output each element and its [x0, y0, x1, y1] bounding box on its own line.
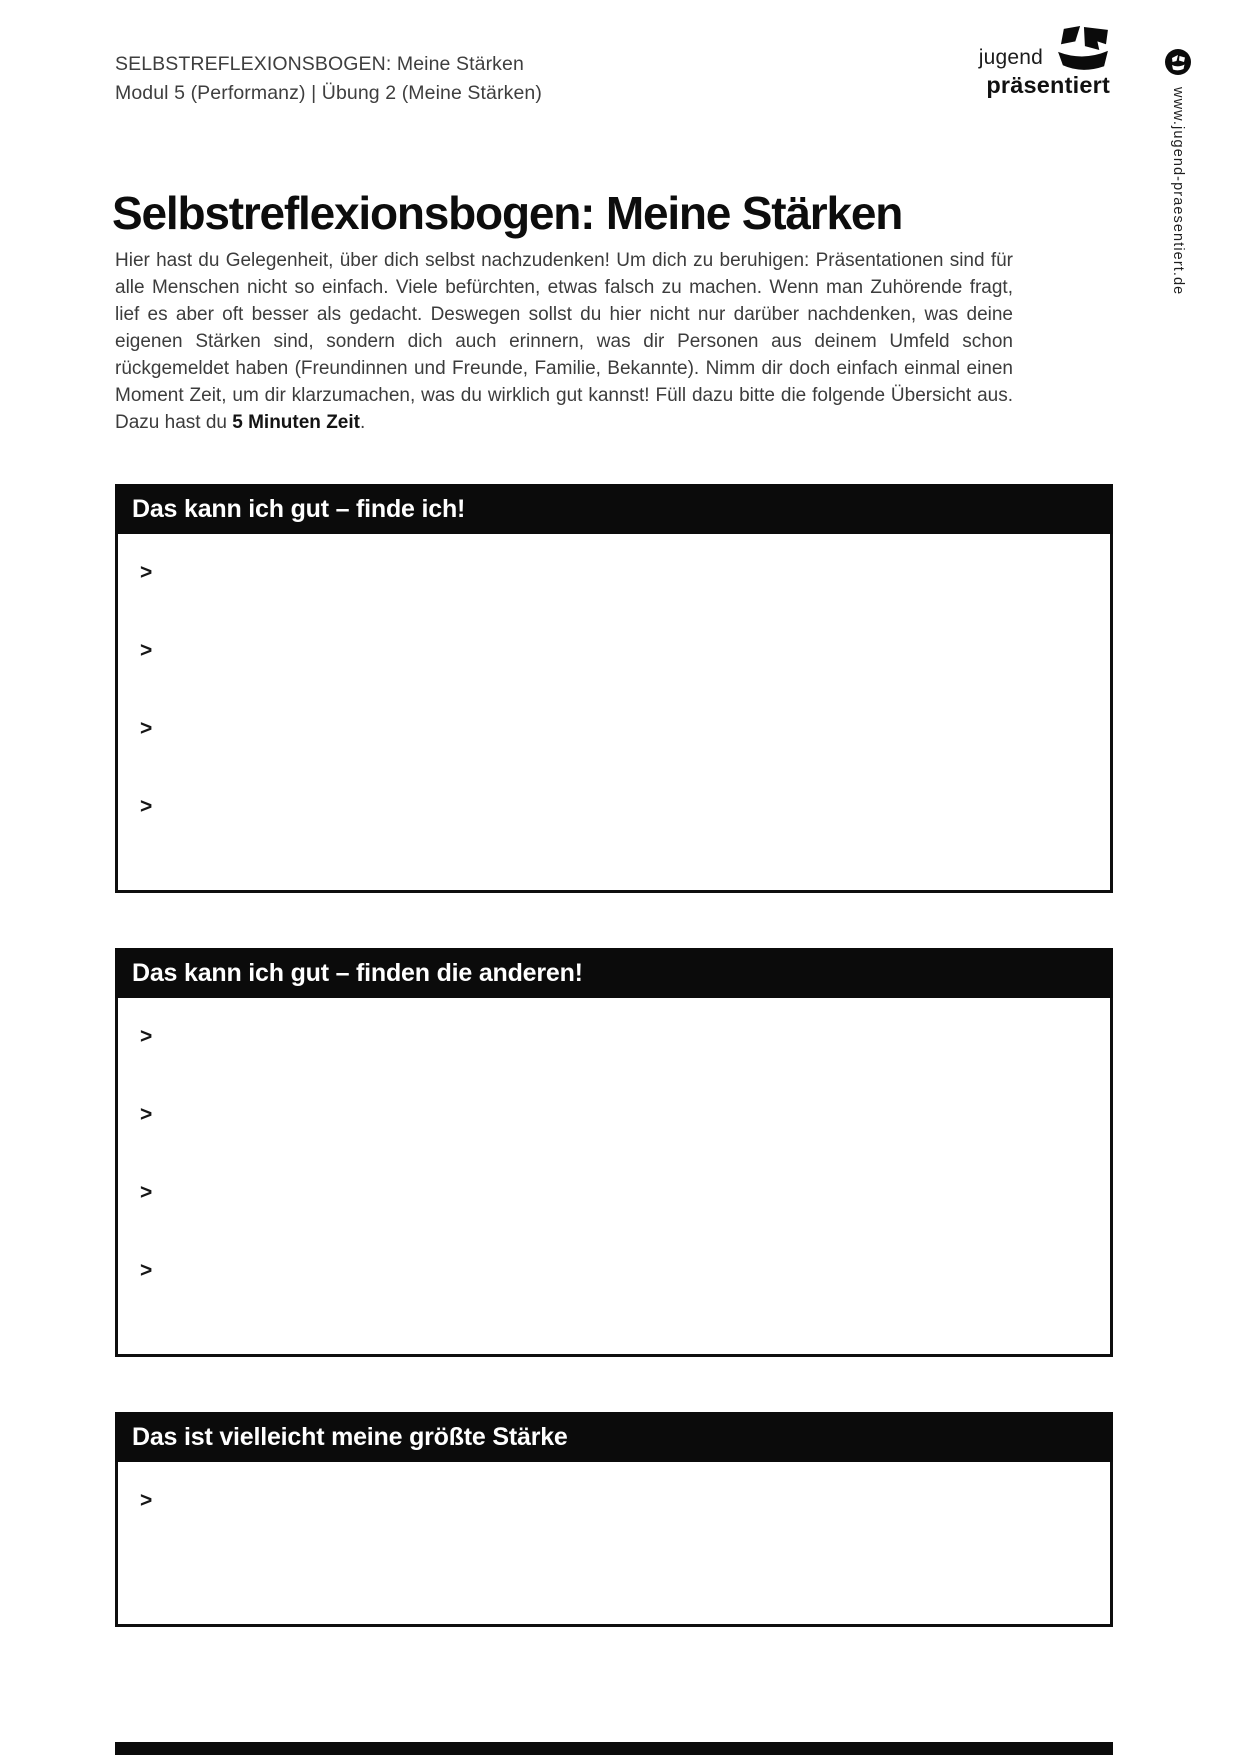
section-greatest-strength — [115, 1412, 1113, 1627]
answer-field[interactable] — [166, 637, 1110, 665]
answer-field[interactable] — [166, 1257, 1110, 1285]
bullet-marker: > — [140, 1181, 153, 1204]
answer-row[interactable] — [140, 1101, 1110, 1179]
bullet-marker: > — [140, 561, 153, 584]
answer-row[interactable] — [140, 1179, 1110, 1257]
answer-row[interactable] — [140, 1487, 1110, 1565]
bullet-marker: > — [140, 1489, 153, 1512]
intro-suffix: . — [359, 412, 366, 433]
bullet-marker: > — [140, 1103, 153, 1126]
answer-field[interactable] — [166, 1101, 1110, 1129]
section-title: Das kann ich gut – finde ich! — [132, 494, 466, 523]
next-section-bar-partial — [115, 1742, 1113, 1755]
section-greatest-strength-header — [115, 1412, 1113, 1462]
meta-line-1: SELBSTREFLEXIONSBOGEN: Meine Stärken — [115, 53, 524, 75]
answer-field[interactable] — [166, 715, 1110, 743]
bullet-marker: > — [140, 1259, 153, 1282]
section-strengths-self-header — [115, 484, 1113, 534]
jugend-praesentiert-logo — [966, 26, 1110, 99]
answer-row[interactable] — [140, 637, 1110, 715]
logo-top-row — [979, 26, 1110, 72]
answer-field[interactable] — [166, 793, 1110, 821]
answer-row[interactable] — [140, 715, 1110, 793]
logo-text-jugend: jugend — [978, 46, 1043, 69]
answer-row[interactable] — [140, 1023, 1110, 1101]
page-title: Selbstreflexionsbogen: Meine Stärken — [112, 187, 903, 239]
section-title: Das ist vielleicht meine größte Stärke — [132, 1422, 568, 1451]
section-strengths-others-body — [115, 998, 1113, 1357]
section-greatest-strength-body — [115, 1462, 1113, 1627]
logo-text-praesentiert: präsentiert — [986, 72, 1110, 98]
intro-bold-duration: 5 Minuten Zeit — [232, 412, 360, 433]
bullet-marker: > — [140, 717, 153, 740]
website-url: www.jugend-praesentiert.de — [1170, 87, 1186, 296]
section-strengths-self-body — [115, 534, 1113, 893]
jugend-praesentiert-mark-icon — [1056, 26, 1110, 72]
section-title: Das kann ich gut – finden die anderen! — [132, 958, 583, 987]
answer-field[interactable] — [166, 1023, 1110, 1051]
intro-paragraph — [115, 247, 1013, 436]
bullet-marker: > — [140, 1025, 153, 1048]
answer-field[interactable] — [166, 559, 1110, 587]
section-strengths-self — [115, 484, 1113, 893]
meta-line-2: Modul 5 (Performanz) | Übung 2 (Meine Stärken) — [115, 82, 542, 104]
document-meta — [115, 50, 542, 108]
intro-text: Hier hast du Gelegenheit, über dich selbst nachzudenken! Um dich zu beruhigen: Präsentationen sind für alle Menschen nicht so einfach. Viele befürchten, etwas falsch zu machen. Wenn man Zuhörende fragt, lief es aber oft besser als gedacht. Deswegen sollst du hier nicht nur darüber nachdenken, was deine eigenen Stärken sind, sondern dich auch erinnern, was dir Personen aus deinem Umfeld schon rückgemeldet haben (Freundinnen und Freunde, Familie, Bekannte). Nimm dir doch einfach einmal einen Moment Zeit, um dir klarzumachen, was du wirklich gut kannst! Füll dazu bitte die folgende Übersicht aus. Dazu hast du — [115, 250, 1013, 433]
section-strengths-others — [115, 948, 1113, 1357]
answer-row[interactable] — [140, 793, 1110, 871]
answer-field[interactable] — [166, 1179, 1110, 1207]
bullet-marker: > — [140, 639, 153, 662]
answer-field[interactable] — [166, 1487, 1110, 1515]
side-rail — [1160, 48, 1196, 295]
answer-row[interactable] — [140, 559, 1110, 637]
jugend-praesentiert-badge-icon — [1164, 48, 1192, 76]
section-strengths-others-header — [115, 948, 1113, 998]
bullet-marker: > — [140, 795, 153, 818]
answer-row[interactable] — [140, 1257, 1110, 1335]
